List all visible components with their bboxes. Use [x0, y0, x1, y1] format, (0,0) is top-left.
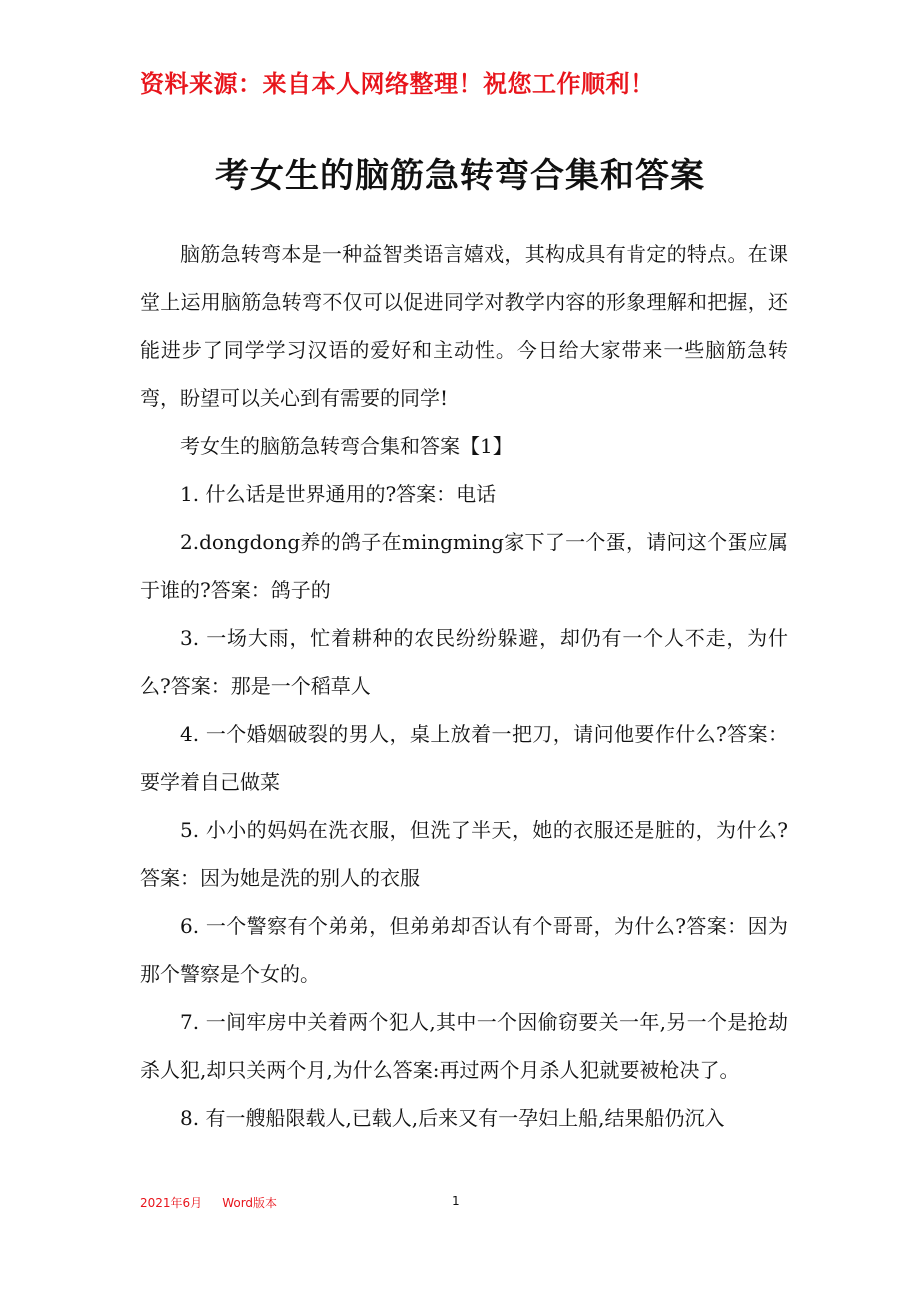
- riddle-item: 2.dongdong养的鸽子在mingming家下了一个蛋，请问这个蛋应属于谁的?答案：鸽子的: [140, 530, 788, 602]
- document-body: [140, 230, 788, 1142]
- document-title: 考女生的脑筋急转弯合集和答案: [215, 156, 705, 196]
- riddle-item: 1. 什么话是世界通用的?答案：电话: [180, 482, 497, 506]
- footer-meta: [140, 1194, 277, 1211]
- riddle-item: 8. 有一艘船限载人,已载人,后来又有一孕妇上船,结果船仍沉入: [180, 1106, 725, 1130]
- footer-date: 2021年6月: [140, 1196, 203, 1210]
- riddle-item: 4. 一个婚姻破裂的男人，桌上放着一把刀，请问他要作什么?答案：要学着自己做菜: [140, 722, 788, 794]
- riddle-item: 3. 一场大雨，忙着耕种的农民纷纷躲避，却仍有一个人不走，为什么?答案：那是一个稻草人: [140, 626, 788, 698]
- intro-paragraph: 脑筋急转弯本是一种益智类语言嬉戏，其构成具有肯定的特点。在课堂上运用脑筋急转弯不仅可以促进同学对教学内容的形象理解和把握，还能进步了同学学习汉语的爱好和主动性。今日给大家带来一些脑筋急转弯，盼望可以关心到有需要的同学!: [140, 242, 788, 410]
- section-heading: 考女生的脑筋急转弯合集和答案【1】: [180, 434, 513, 458]
- riddle-item: 5. 小小的妈妈在洗衣服，但洗了半天，她的衣服还是脏的，为什么?答案：因为她是洗的别人的衣服: [140, 818, 788, 890]
- source-banner: 资料来源：来自本人网络整理！祝您工作顺利！: [140, 70, 655, 98]
- riddle-item: 7. 一间牢房中关着两个犯人,其中一个因偷窃要关一年,另一个是抢劫杀人犯,却只关两个月,为什么答案:再过两个月杀人犯就要被枪决了。: [140, 1010, 788, 1082]
- footer-version: Word版本: [222, 1196, 278, 1210]
- riddle-item: 6. 一个警察有个弟弟，但弟弟却否认有个哥哥，为什么?答案：因为那个警察是个女的。: [140, 914, 788, 986]
- page-number: 1: [452, 1194, 460, 1208]
